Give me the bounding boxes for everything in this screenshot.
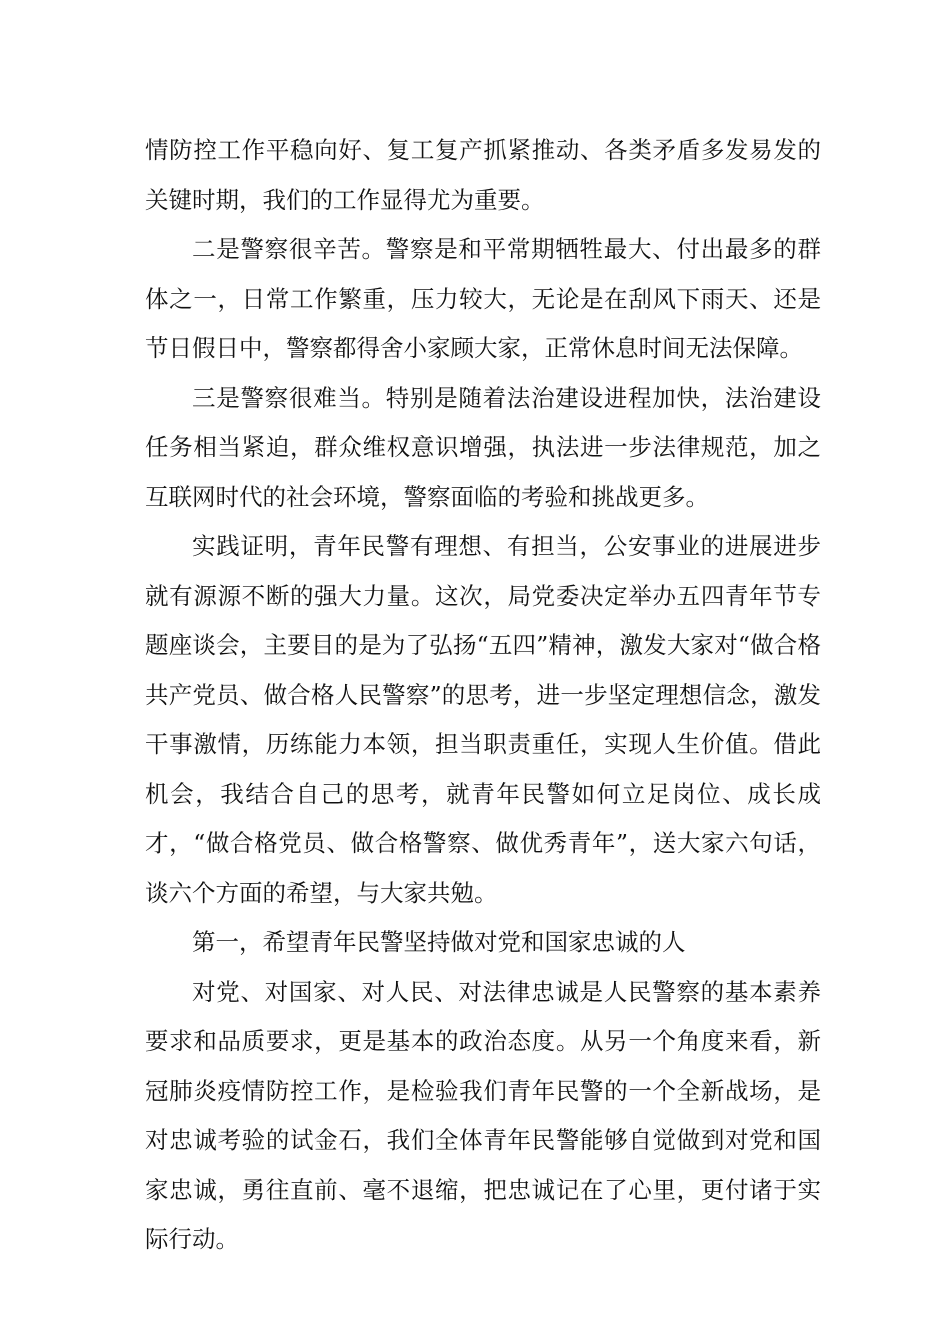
paragraph: 实践证明，青年民警有理想、有担当，公安事业的进展进步就有源源不断的强大力量。这次，局党委决定举办五四青年节专题座谈会，主要目的是为了弘扬“五四”精神，激发大家对“做合格共产党员、做合格人民警察”的思考，进一步坚定理想信念，激发干事激情，历练能力本领，担当职责重任，实现人生价值。借此机会，我结合自己的思考，就青年民警如何立足岗位、成长成才，“做合格党员、做合格警察、做优秀青年”，送大家六句话，谈六个方面的希望，与大家共勉。	[145, 532, 821, 907]
paragraph: 对党、对国家、对人民、对法律忠诚是人民警察的基本素养要求和品质要求，更是基本的政治态度。从另一个角度来看，新冠肺炎疫情防控工作，是检验我们青年民警的一个全新战场，是对忠诚考验的试金石，我们全体青年民警能够自觉做到对党和国家忠诚，勇往直前、毫不退缩，把忠诚记在了心里，更付诸于实际行动。	[145, 977, 821, 1253]
document-body	[145, 126, 821, 1265]
section-heading: 第一，希望青年民警坚持做对党和国家忠诚的人	[192, 928, 686, 956]
paragraph: 二是警察很辛苦。警察是和平常期牺牲最大、付出最多的群体之一，日常工作繁重，压力较大，无论是在刮风下雨天、还是节日假日中，警察都得舍小家顾大家，正常休息时间无法保障。	[145, 235, 821, 362]
paragraph: 三是警察很难当。特别是随着法治建设进程加快，法治建设任务相当紧迫，群众维权意识增强，执法进一步法律规范，加之互联网时代的社会环境，警察面临的考验和挑战更多。	[145, 383, 821, 511]
paragraph-continued: 情防控工作平稳向好、复工复产抓紧推动、各类矛盾多发易发的关键时期，我们的工作显得尤为重要。	[145, 136, 821, 214]
